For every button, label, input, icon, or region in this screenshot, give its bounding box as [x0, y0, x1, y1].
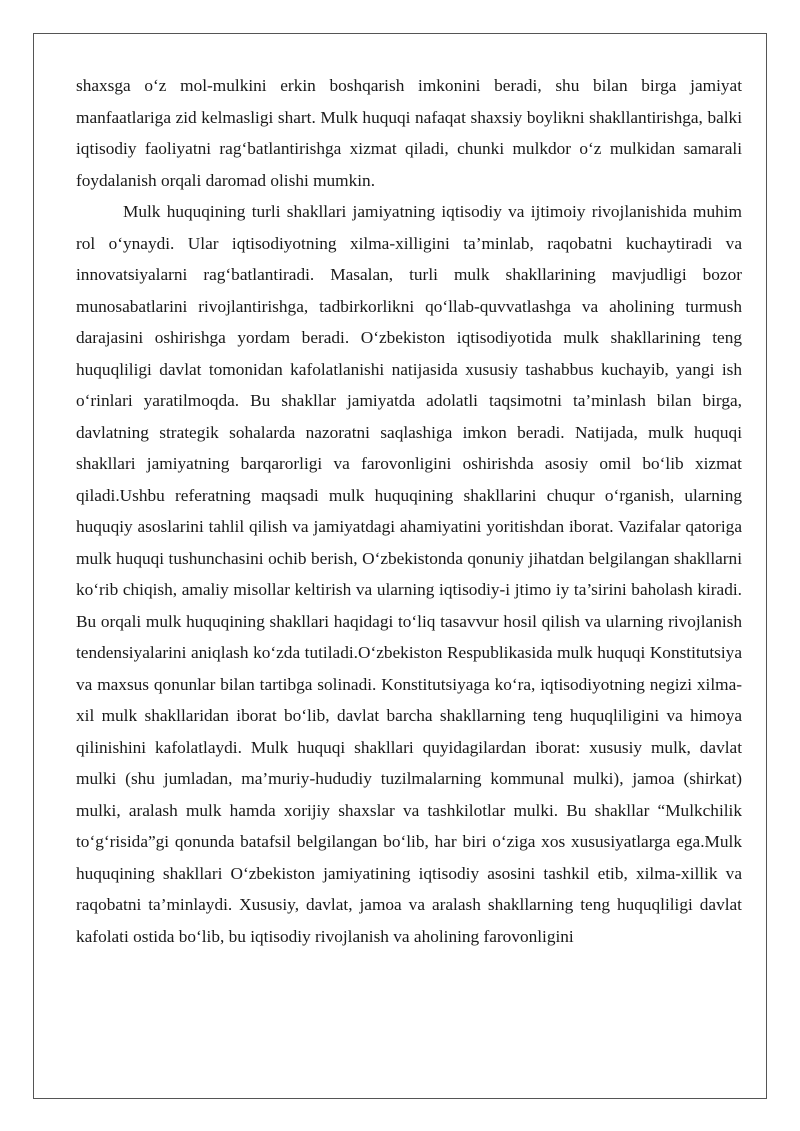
paragraph-1: shaxsga o‘z mol-mulkini erkin boshqarish imkonini beradi, shu bilan birga jamiyat manfaatlariga zid kelmasligi shart. Mulk huquqi nafaqat shaxsiy boylikni shakllantirishga, balki iqtisodiy faoliyatni rag‘batlantirishga xizmat qiladi, chunki mulkdor o‘z mulkidan samarali foydalanish orqali daromad olishi mumkin.: [76, 76, 742, 190]
paragraph-2: Mulk huquqining turli shakllari jamiyatning iqtisodiy va ijtimoiy rivojlanishida muhim rol o‘ynaydi. Ular iqtisodiyotning xilma-xilligini ta’minlab, raqobatni kuchaytiradi va innovatsiyalarni rag‘batlantiradi. Masalan, turli mulk shakllarining mavjudligi bozor munosabatlarini rivojlantirishga, tadbirkorlikni qo‘llab-quvvatlashga va aholining turmush darajasini oshirishga yordam beradi. O‘zbekiston iqtisodiyotida mulk shakllarining teng huquqliligi davlat tomonidan kafolatlanishi natijasida xususiy tashabbus kuchayib, yangi ish o‘rinlari yaratilmoqda. Bu shakllar jamiyatda adolatli taqsimotni ta’minlash bilan birga, davlatning strategik sohalarda nazoratni saqlashiga imkon beradi. Natijada, mulk huquqi shakllari jamiyatning barqarorligi va farovonligini oshirishda asosiy omil bo‘lib xizmat qiladi.Ushbu referatning maqsadi mulk huquqining shakllarini chuqur o‘rganish, ularning huquqiy asoslarini tahlil qilish va jamiyatdagi ahamiyatini yoritishdan iborat. Vazifalar qatoriga mulk huquqi tushunchasini ochib berish, O‘zbekistonda qonuniy jihatdan belgilangan shakllarni ko‘rib chiqish, amaliy misollar keltirish va ularning iqtisodiy-i jtimo iy ta’sirini baholash kiradi. Bu orqali mulk huquqining shakllari haqidagi to‘liq tasavvur hosil qilish va ularning rivojlanish tendensiyalarini aniqlash ko‘zda tutiladi.O‘zbekiston Respublikasida mulk huquqi Konstitutsiya va maxsus qonunlar bilan tartibga solinadi. Konstitutsiyaga ko‘ra, iqtisodiyotning negizi xilma-xil mulk shakllaridan iborat bo‘lib, davlat barcha shakllarning teng huquqliligini va himoya qilinishini kafolatlaydi. Mulk huquqi shakllari quyidagilardan iborat: xususiy mulk, davlat mulki (shu jumladan, ma’muriy-hududiy tuzilmalarning kommunal mulki), jamoa (shirkat) mulki, aralash mulk hamda xorijiy shaxslar va tashkilotlar mulki. Bu shakllar “Mulkchilik to‘g‘risida”gi qonunda batafsil belgilangan bo‘lib, har biri o‘ziga xos xususiyatlarga ega.Mulk huquqining shakllari O‘zbekiston jamiyatining iqtisodiy asosini tashkil etib, xilma-xillik va raqobatni ta’minlaydi. Xususiy, davlat, jamoa va aralash shakllarning teng huquqliligi davlat kafolati ostida bo‘lib, bu iqtisodiy rivojlanish va aholining farovonligini: [76, 202, 742, 946]
document-body: [76, 70, 742, 952]
